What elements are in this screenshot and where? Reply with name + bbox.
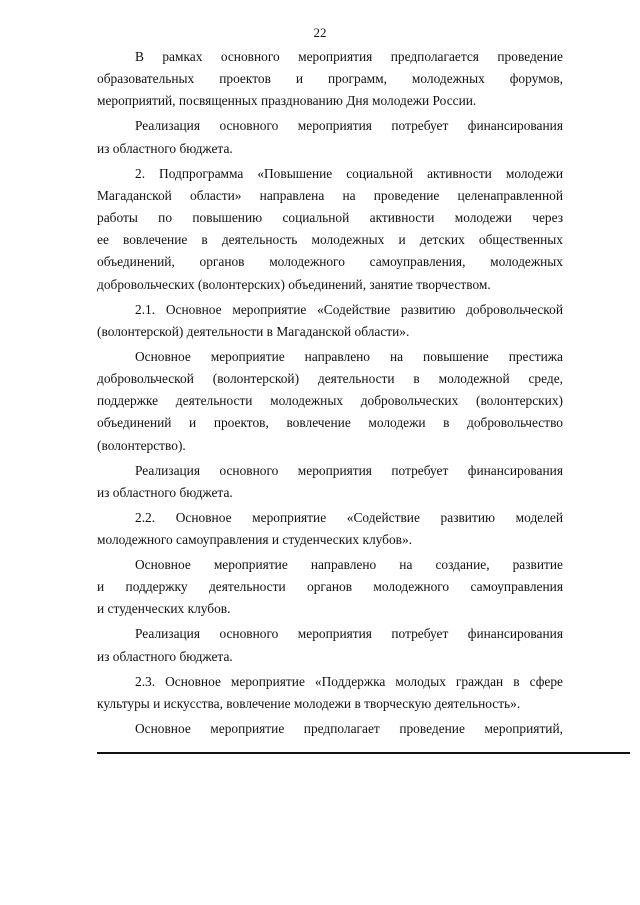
document-body	[97, 46, 563, 743]
paragraph-line: Реализация основного мероприятия потребует финансирования	[135, 118, 563, 134]
paragraph	[97, 115, 563, 159]
paragraph-line: (волонтерской) деятельности в Магаданской области».	[97, 323, 410, 339]
paragraph	[97, 163, 563, 296]
paragraph-line: В рамках основного мероприятия предполагается проведение	[135, 49, 563, 64]
paragraph	[97, 554, 563, 621]
paragraph-line: объединений, органов молодежного самоуправления, молодежных	[97, 254, 563, 270]
paragraph-line: Основное мероприятие предполагает проведение мероприятий,	[135, 720, 563, 736]
paragraph	[97, 46, 563, 113]
paragraph-line: (волонтерство).	[97, 437, 186, 453]
paragraph-line: добровольческой (волонтерской) деятельности в молодежной среде,	[97, 371, 563, 387]
paragraph	[97, 346, 563, 457]
paragraph-line: поддержке деятельности молодежных добровольческих (волонтерских)	[97, 393, 563, 409]
paragraph-line: образовательных проектов и программ, молодежных форумов,	[97, 71, 563, 87]
paragraph-line: Основное мероприятие направлено на повышение престижа	[135, 348, 563, 364]
paragraph-line: молодежного самоуправления и студенческих клубов».	[97, 532, 413, 548]
paragraph	[97, 299, 563, 343]
paragraph-line: культуры и искусства, вовлечение молодежи в творческую деятельность».	[97, 695, 521, 711]
paragraph-line: Реализация основного мероприятия потребует финансирования	[135, 626, 563, 642]
paragraph-line: ее вовлечение в деятельность молодежных и детских общественных	[97, 232, 563, 248]
paragraph-line: из областного бюджета.	[97, 140, 233, 156]
paragraph-line: и поддержку деятельности органов молодежного самоуправления	[97, 579, 563, 595]
paragraph-line: Реализация основного мероприятия потребует финансирования	[135, 462, 563, 478]
paragraph	[97, 671, 563, 715]
paragraph-line: работы по повышению социальной активности молодежи через	[97, 210, 563, 226]
paragraph-line: объединений и проектов, вовлечение молодежи в добровольчество	[97, 415, 563, 431]
footer-rule	[97, 752, 630, 754]
paragraph	[97, 460, 563, 504]
paragraph-line: 2.3. Основное мероприятие «Поддержка молодых граждан в сфере	[135, 673, 563, 689]
paragraph	[97, 507, 563, 551]
paragraph-line: 2. Подпрограмма «Повышение социальной активности молодежи	[135, 165, 563, 181]
paragraph-line: из областного бюджета.	[97, 484, 233, 500]
paragraph-line: добровольческих (волонтерских) объединений, занятие творчеством.	[97, 276, 491, 292]
paragraph-line: Основное мероприятие направлено на создание, развитие	[135, 557, 563, 573]
paragraph-line: 2.1. Основное мероприятие «Содействие развитию добровольческой	[135, 301, 563, 317]
paragraph-line: из областного бюджета.	[97, 648, 233, 664]
paragraph-line: мероприятий, посвященных празднованию Дня молодежи России.	[97, 93, 477, 109]
paragraph	[97, 718, 563, 740]
paragraph-line: Магаданской области» направлена на проведение целенаправленной	[97, 187, 563, 203]
page-number: 22	[313, 25, 327, 40]
paragraph-line: 2.2. Основное мероприятие «Содействие развитию моделей	[135, 509, 563, 525]
paragraph-line: и студенческих клубов.	[97, 601, 231, 617]
paragraph	[97, 623, 563, 667]
